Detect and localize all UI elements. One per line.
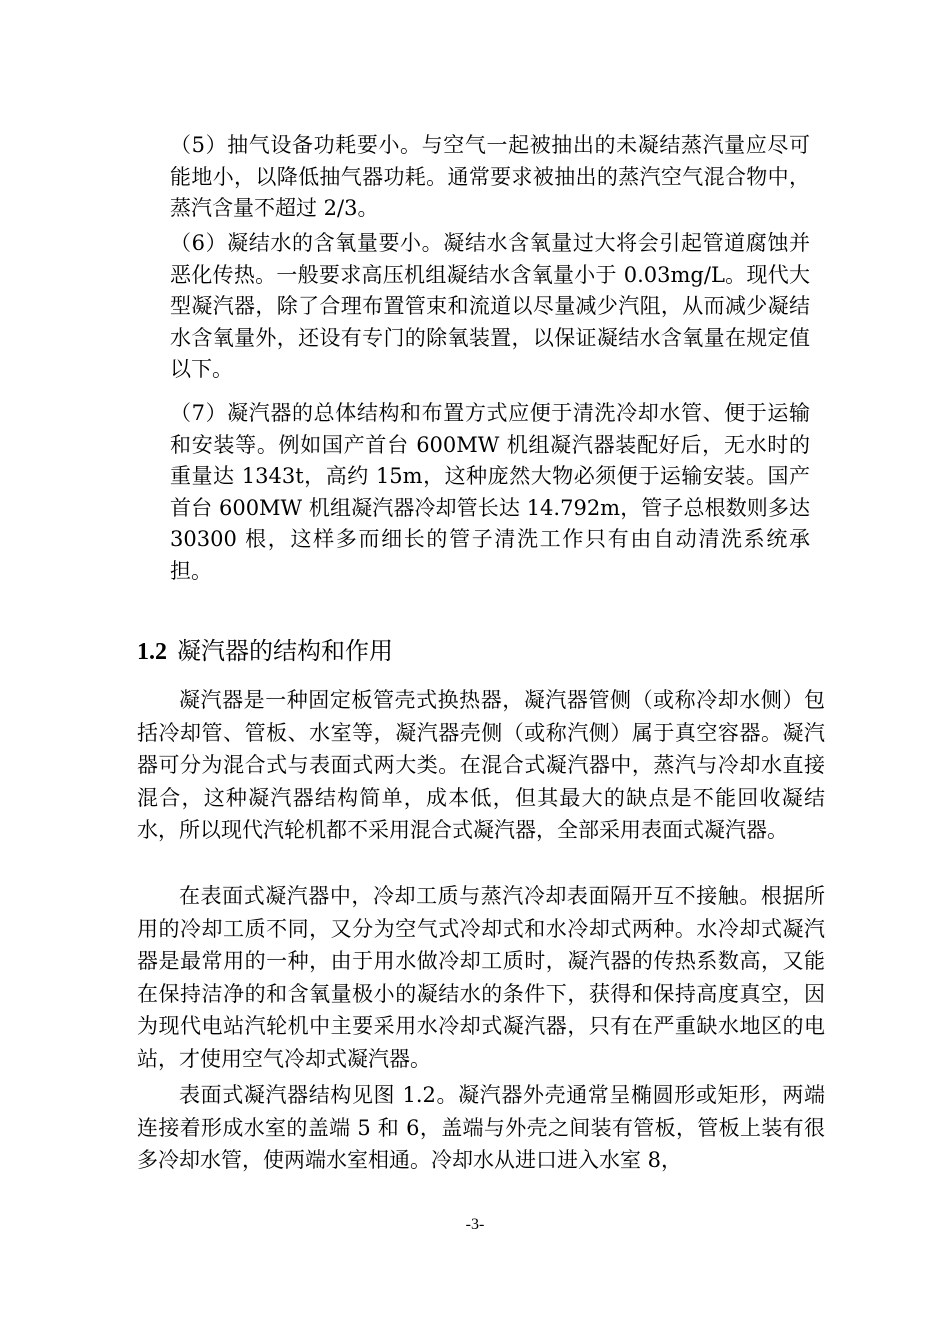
section-title: 凝汽器的结构和作用	[177, 637, 393, 665]
section-heading	[137, 634, 393, 669]
body-paragraph-1: 凝汽器是一种固定板管壳式换热器，凝汽器管侧（或称冷却水侧）包括冷却管、管板、水室等，凝汽器壳侧（或称汽侧）属于真空容器。凝汽器可分为混合式与表面式两大类。在混合式凝汽器中，蒸汽与冷却水直接混合，这种凝汽器结构简单，成本低，但其最大的缺点是不能回收凝结水，所以现代汽轮机都不采用混合式凝汽器，全部采用表面式凝汽器。	[137, 688, 825, 842]
list-item-7: （7）凝汽器的总体结构和布置方式应便于清洗冷却水管、便于运输和安装等。例如国产首台 600MW 机组凝汽器装配好后，无水时的重量达 1343t，高约 15m，这种庞然大物必须便于运输安装。国产首台 600MW 机组凝汽器冷却管长达 14.792m，管子总根数则多达 30300 根，这样多而细长的管子清洗工作只有由自动清洗系统承担。	[170, 401, 810, 583]
body-paragraph-3: 表面式凝汽器结构见图 1.2。凝汽器外壳通常呈椭圆形或矩形，两端连接着形成水室的盖端 5 和 6，盖端与外壳之间装有管板，管板上装有很多冷却水管，使两端水室相通。冷却水从进口进入水室 8，	[137, 1083, 825, 1172]
list-item-6: （6）凝结水的含氧量要小。凝结水含氧量过大将会引起管道腐蚀并恶化传热。一般要求高压机组凝结水含氧量小于 0.03mg/L。现代大型凝汽器，除了合理布置管束和流道以尽量减少汽阻，从而减少凝结水含氧量外，还设有专门的除氧装置，以保证凝结水含氧量在规定值以下。	[170, 231, 810, 381]
list-item-5: （5）抽气设备功耗要小。与空气一起被抽出的未凝结蒸汽量应尽可能地小，以降低抽气器功耗。通常要求被抽出的蒸汽空气混合物中，蒸汽含量不超过 2/3。	[170, 133, 810, 220]
section-number: 1.2	[137, 639, 167, 665]
page-number: -3-	[465, 1216, 485, 1233]
body-paragraph-2: 在表面式凝汽器中，冷却工质与蒸汽冷却表面隔开互不接触。根据所用的冷却工质不同，又分为空气式冷却式和水冷却式两种。水冷却式凝汽器是最常用的一种，由于用水做冷却工质时，凝汽器的传热系数高，又能在保持洁净的和含氧量极小的凝结水的条件下，获得和保持高度真空，因为现代电站汽轮机中主要采用水冷却式凝汽器，只有在严重缺水地区的电站，才使用空气冷却式凝汽器。	[137, 884, 825, 1071]
